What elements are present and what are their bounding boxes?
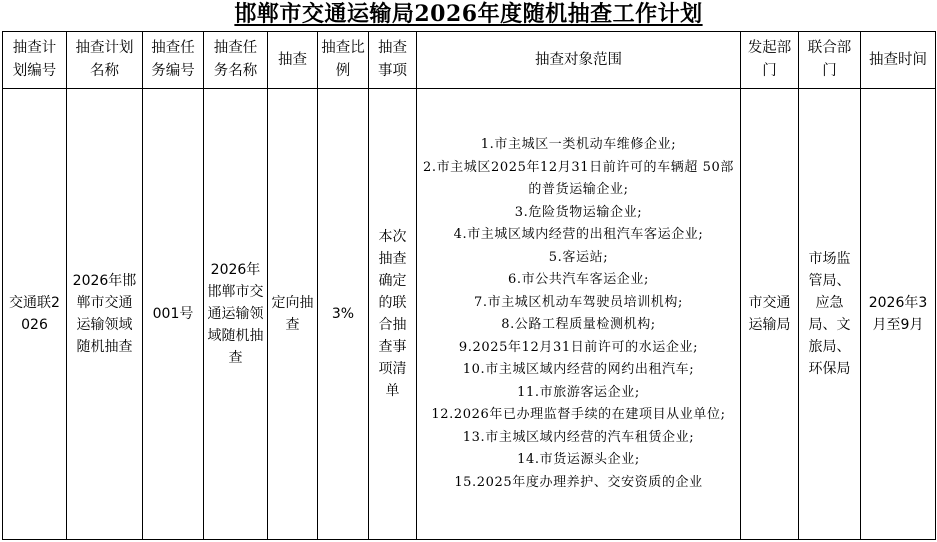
scope-item: 5.客运站; [548, 249, 609, 265]
scope-item: 1.市主城区一类机动车维修企业; [480, 137, 677, 152]
cell-plan-number: 交通联2026 [3, 89, 67, 540]
cell-task-name: 2026年邯郸市交通运输领域随机抽查 [204, 89, 268, 540]
scope-item: 9.2025年12月31日前许可的水运企业; [458, 339, 699, 355]
header-matters: 抽查事项 [369, 32, 417, 89]
scope-item: 14.市货运源头企业; [517, 452, 640, 467]
cell-joint-depts: 市场监管局、应急局、文旅局、环保局 [799, 89, 861, 540]
cell-check-type: 定向抽查 [268, 89, 318, 540]
table-row [3, 89, 936, 540]
cell-plan-name: 2026年邯郸市交通运输领域随机抽查 [67, 89, 143, 540]
scope-item: 13.市主城区域内经营的汽车租赁企业; [462, 429, 695, 445]
scope-item: 8.公路工程质量检测机构; [501, 317, 656, 332]
cell-initiating-dept: 市交通运输局 [741, 89, 799, 540]
header-initiating-dept: 发起部门 [741, 32, 799, 89]
cell-scope [417, 89, 741, 540]
scope-item: 3.危险货物运输企业; [514, 204, 643, 220]
header-ratio: 抽查比例 [318, 32, 369, 89]
cell-period: 2026年3月至9月 [861, 89, 936, 540]
header-task-number: 抽查任务编号 [143, 32, 204, 89]
cell-task-number: 001号 [143, 89, 204, 540]
scope-list [420, 134, 737, 494]
header-scope: 抽查对象范围 [417, 32, 741, 89]
scope-item: 15.2025年度办理养护、交安资质的企业 [454, 474, 703, 490]
header-period: 抽查时间 [861, 32, 936, 89]
header-plan-number: 抽查计划编号 [3, 32, 67, 89]
scope-item: 12.2026年已办理监督手续的在建项目从业单位; [431, 407, 726, 422]
cell-matters: 本次抽查确定的联合抽查事项清单 [369, 89, 417, 540]
header-check-type: 抽查 [268, 32, 318, 89]
header-row [3, 32, 936, 89]
header-plan-name: 抽查计划名称 [67, 32, 143, 89]
scope-item: 2.市主城区2025年12月31日前许可的车辆超 50部的普货运输企业; [422, 159, 735, 197]
document-title: 邯郸市交通运输局2026年度随机抽查工作计划 [234, 1, 703, 27]
scope-item: 11.市旅游客运企业; [517, 384, 640, 400]
scope-item: 6.市公共汽车客运企业; [508, 272, 649, 287]
header-joint-depts: 联合部门 [799, 32, 861, 89]
header-task-name: 抽查任务名称 [204, 32, 268, 89]
scope-item: 10.市主城区域内经营的网约出租汽车; [462, 362, 695, 377]
cell-ratio: 3% [318, 89, 369, 540]
plan-table [2, 31, 936, 540]
scope-item: 4.市主城区域内经营的出租汽车客运企业; [453, 227, 704, 242]
scope-item: 7.市主城区机动车驾驶员培训机构; [474, 294, 683, 310]
